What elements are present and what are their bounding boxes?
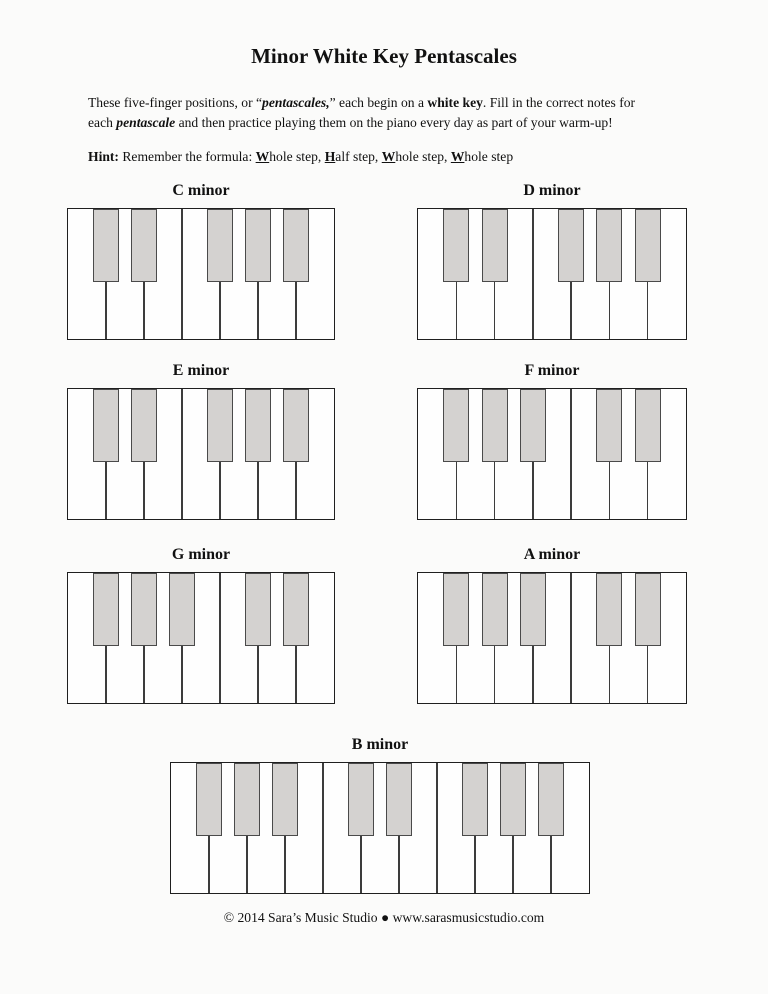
hint-line (88, 147, 706, 166)
white-key-divider-stem (360, 836, 362, 893)
hint-text: hole step, (395, 149, 451, 164)
keyboard-label: B minor (351, 736, 409, 753)
black-key (482, 209, 508, 282)
keyboard-label: E minor (172, 362, 230, 379)
intro-text: and then practice playing them on the piano every day as part of your warm-up! (175, 114, 613, 130)
white-key-divider-stem (532, 646, 534, 703)
black-key (443, 573, 469, 646)
black-key (131, 389, 157, 462)
keyboard-block-c-minor (67, 182, 335, 340)
piano-keyboard (417, 572, 687, 704)
intro-pentascales-term: pentascales, (262, 95, 330, 110)
intro-white-key-term: white key (427, 95, 483, 110)
keyboard-block-a-minor (417, 546, 687, 704)
black-key (93, 209, 119, 282)
white-key-divider-stem (295, 462, 297, 519)
white-key-divider-stem (295, 646, 297, 703)
keyboard-label: F minor (524, 362, 580, 379)
white-key-divider-stem (208, 836, 210, 893)
white-key-divider-stem (647, 282, 649, 339)
white-key-divider-stem (284, 836, 286, 893)
hint-half-initial: H (324, 149, 336, 164)
white-key-divider-stem (105, 462, 107, 519)
white-key-divider-stem (609, 282, 611, 339)
white-key-divider-stem (550, 836, 552, 893)
black-key (93, 573, 119, 646)
white-key-divider-stem (246, 836, 248, 893)
black-key (500, 763, 526, 836)
hint-text: hole step (464, 149, 514, 164)
intro-text: each (88, 114, 117, 130)
piano-keyboard (67, 388, 335, 520)
keyboard-block-b-minor (170, 736, 590, 894)
white-key-divider-stem (456, 282, 458, 339)
black-key (169, 573, 195, 646)
keyboard-block-e-minor (67, 362, 335, 520)
black-key (482, 389, 508, 462)
white-key-divider-stem (398, 836, 400, 893)
black-key (635, 573, 661, 646)
black-key (348, 763, 374, 836)
keyboard-block-d-minor (417, 182, 687, 340)
white-key-divider-stem (512, 836, 514, 893)
hint-text: alf step, (335, 149, 382, 164)
black-key (245, 389, 271, 462)
black-key (283, 209, 309, 282)
keyboard-block-f-minor (417, 362, 687, 520)
hint-text: Remember the formula: (118, 149, 256, 164)
white-key-divider (570, 573, 572, 703)
black-key (520, 573, 546, 646)
black-key (596, 573, 622, 646)
intro-text: These five-finger positions, or “ (88, 95, 263, 110)
intro-line-1 (88, 93, 706, 113)
white-key-divider-stem (609, 462, 611, 519)
white-key-divider-stem (219, 282, 221, 339)
intro-pentascale-term: pentascale (116, 114, 176, 130)
hint-label: Hint: (88, 149, 119, 164)
black-key (558, 209, 584, 282)
hint-whole-initial: W (450, 149, 465, 164)
keyboard-label: G minor (171, 546, 231, 563)
black-key (520, 389, 546, 462)
black-key (386, 763, 412, 836)
white-key-divider-stem (295, 282, 297, 339)
black-key (462, 763, 488, 836)
white-key-divider-stem (609, 646, 611, 703)
black-key (234, 763, 260, 836)
black-key (131, 209, 157, 282)
black-key (283, 573, 309, 646)
black-key (207, 209, 233, 282)
white-key-divider-stem (494, 646, 496, 703)
footer-credit: © 2014 Sara’s Music Studio ● www.sarasmusicstudio.com (223, 910, 545, 925)
intro-text: . Fill in the correct notes for (482, 95, 636, 110)
white-key-divider-stem (257, 282, 259, 339)
intro-paragraph (88, 93, 706, 132)
piano-keyboard (67, 208, 335, 340)
white-key-divider-stem (456, 462, 458, 519)
black-key (482, 573, 508, 646)
piano-keyboard (417, 208, 687, 340)
white-key-divider-stem (143, 462, 145, 519)
black-key (596, 209, 622, 282)
white-key-divider-stem (257, 646, 259, 703)
black-key (283, 389, 309, 462)
white-key-divider-stem (647, 462, 649, 519)
hint-whole-initial: W (255, 149, 270, 164)
keyboard-label: D minor (523, 182, 581, 199)
black-key (635, 389, 661, 462)
piano-keyboard (417, 388, 687, 520)
white-key-divider-stem (474, 836, 476, 893)
hint-text: hole step, (269, 149, 325, 164)
white-key-divider-stem (532, 462, 534, 519)
white-key-divider-stem (143, 646, 145, 703)
black-key (443, 389, 469, 462)
keyboard-block-g-minor (67, 546, 335, 704)
white-key-divider-stem (494, 282, 496, 339)
white-key-divider-stem (494, 462, 496, 519)
white-key-divider (219, 573, 221, 703)
white-key-divider (570, 389, 572, 519)
white-key-divider-stem (257, 462, 259, 519)
black-key (538, 763, 564, 836)
black-key (196, 763, 222, 836)
white-key-divider-stem (105, 282, 107, 339)
black-key (245, 573, 271, 646)
black-key (443, 209, 469, 282)
white-key-divider (436, 763, 438, 893)
white-key-divider-stem (143, 282, 145, 339)
white-key-divider (532, 209, 534, 339)
white-key-divider-stem (181, 646, 183, 703)
white-key-divider-stem (105, 646, 107, 703)
piano-keyboard (170, 762, 590, 894)
white-key-divider-stem (647, 646, 649, 703)
black-key (272, 763, 298, 836)
black-key (131, 573, 157, 646)
black-key (93, 389, 119, 462)
white-key-divider (181, 209, 183, 339)
hint-whole-initial: W (381, 149, 396, 164)
black-key (207, 389, 233, 462)
black-key (245, 209, 271, 282)
piano-keyboard (67, 572, 335, 704)
white-key-divider-stem (456, 646, 458, 703)
intro-line-2 (88, 113, 706, 133)
keyboard-label: A minor (523, 546, 581, 563)
page-title: Minor White Key Pentascales (251, 44, 517, 68)
keyboard-label: C minor (172, 182, 230, 199)
white-key-divider (181, 389, 183, 519)
white-key-divider-stem (219, 462, 221, 519)
black-key (635, 209, 661, 282)
white-key-divider-stem (570, 282, 572, 339)
white-key-divider (322, 763, 324, 893)
intro-text: ” each begin on a (329, 95, 428, 110)
black-key (596, 389, 622, 462)
